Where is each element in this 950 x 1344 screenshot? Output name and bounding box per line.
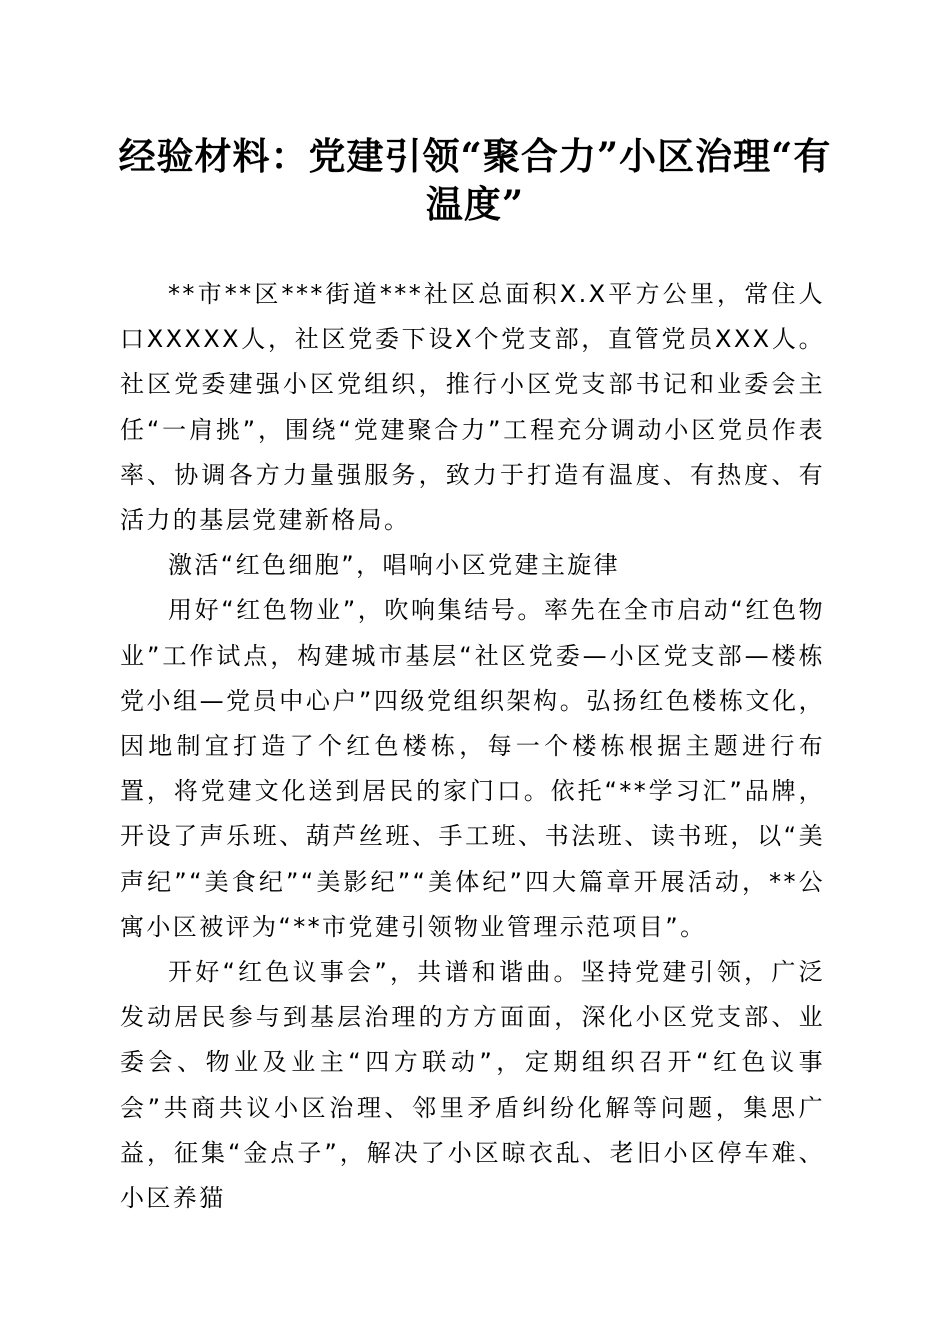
document-body — [120, 272, 825, 1221]
document-title: 经验材料：党建引领“聚合力”小区治理“有温度” — [118, 134, 832, 226]
body-paragraph-red-council: 开好“红色议事会”，共谱和谐曲。坚持党建引领，广泛发动居民参与到基层治理的方方面面，深化小区党支部、业委会、物业及业主“四方联动”，定期组织召开“红色议事会”共商共议小区治理、邻里矛盾纠纷化解等问题，集思广益，征集“金点子”，解决了小区晾衣乱、老旧小区停车难、小区养猫 — [120, 958, 825, 1213]
section-heading: 激活“红色细胞”，唱响小区党建主旋律 — [168, 551, 621, 580]
intro-paragraph: **市**区***街道***社区总面积X.X平方公里，常住人口XXXXX人，社区党委下设X个党支部，直管党员XXX人。社区党委建强小区党组织，推行小区党支部书记和业委会主任“一肩挑”，围绕“党建聚合力”工程充分调动小区党员作表率、协调各方力量强服务，致力于打造有温度、有热度、有活力的基层党建新格局。 — [120, 280, 825, 535]
body-paragraph-red-property: 用好“红色物业”，吹响集结号。率先在全市启动“红色物业”工作试点，构建城市基层“社区党委—小区党支部—楼栋党小组—党员中心户”四级党组织架构。弘扬红色楼栋文化，因地制宜打造了个红色楼栋，每一个楼栋根据主题进行布置，将党建文化送到居民的家门口。依托“**学习汇”品牌，开设了声乐班、葫芦丝班、手工班、书法班、读书班，以“美声纪”“美食纪”“美影纪”“美体纪”四大篇章开展活动，**公寓小区被评为“**市党建引领物业管理示范项目”。 — [120, 596, 825, 941]
